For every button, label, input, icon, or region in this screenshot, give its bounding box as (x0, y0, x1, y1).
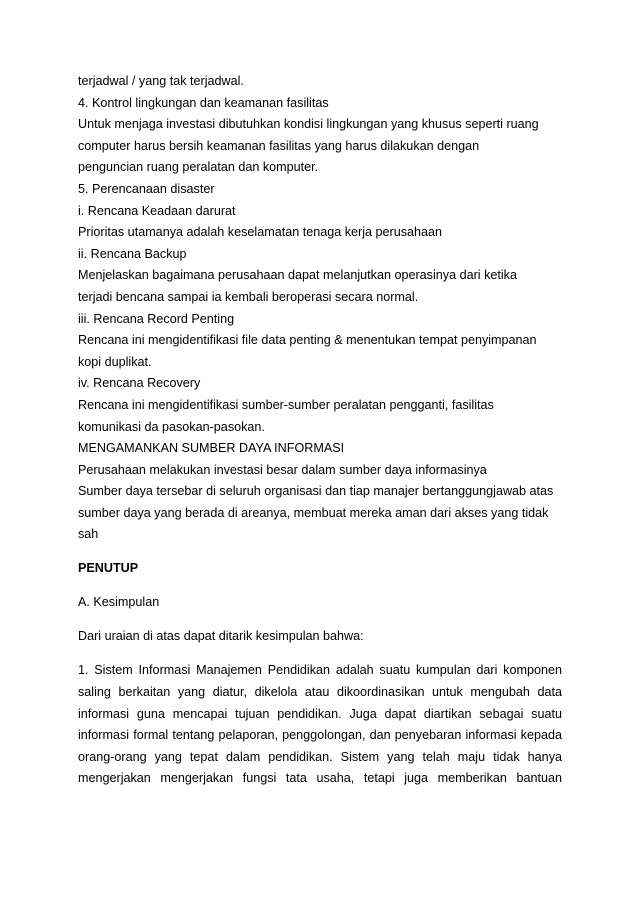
paragraph-gap (78, 546, 562, 558)
text-line: sumber daya yang berada di areanya, membuat mereka aman dari akses yang tidak (78, 505, 549, 520)
justified-line: 1. Sistem Informasi Manajemen Pendidikan adalah suatu kumpulan dari komponen (78, 663, 562, 678)
justified-line: mengerjakan mengerjakan fungsi tata usaha, tetapi juga memberikan bantuan (78, 771, 562, 786)
conclusion-paragraph (78, 660, 562, 790)
text-line: Prioritas utamanya adalah keselamatan tenaga kerja perusahaan (78, 225, 443, 240)
page-content (78, 71, 562, 790)
paragraph-gap (78, 648, 562, 660)
text-line: Rencana ini mengidentifikasi file data penting & menentukan tempat penyimpanan (78, 333, 537, 348)
text-line: i. Rencana Keadaan darurat (78, 203, 236, 218)
text-line: penguncian ruang peralatan dan komputer. (78, 160, 319, 175)
text-line: iv. Rencana Recovery (78, 376, 201, 391)
justified-line: orang-orang yang tepat dalam pendidikan. Sistem yang telah maju tidak hanya (78, 749, 562, 764)
text-line: computer harus bersih keamanan fasilitas yang harus dilakukan dengan (78, 138, 480, 153)
text-line: terjadi bencana sampai ia kembali beroperasi secara normal. (78, 289, 419, 304)
justified-line: informasi guna mencapai tujuan pendidikan. Juga dapat diartikan sebagai suatu (78, 706, 562, 721)
paragraph-gap (78, 614, 562, 626)
text-line: 4. Kontrol lingkungan dan keamanan fasilitas (78, 95, 329, 110)
text-line: Rencana ini mengidentifikasi sumber-sumber peralatan pengganti, fasilitas (78, 397, 494, 412)
text-line: MENGAMANKAN SUMBER DAYA INFORMASI (78, 441, 345, 456)
paragraph-gap (78, 580, 562, 592)
text-line: Menjelaskan bagaimana perusahaan dapat melanjutkan operasinya dari ketika (78, 268, 517, 283)
text-line: komunikasi da pasokan-pasokan. (78, 419, 265, 434)
text-line: 5. Perencanaan disaster (78, 181, 215, 196)
justified-line: saling berkaitan yang diatur, dikelola atau dikoordinasikan untuk mengubah data (78, 685, 562, 699)
text-line: Untuk menjaga investasi dibutuhkan kondisi lingkungan yang khusus seperti ruang (78, 117, 539, 132)
text-line: terjadwal / yang tak terjadwal. (78, 74, 244, 88)
text-line: kopi duplikat. (78, 354, 152, 369)
text-line: ii. Rencana Backup (78, 246, 187, 261)
subsection-heading: A. Kesimpulan (78, 595, 160, 610)
text-line: sah (78, 527, 99, 542)
section-heading: PENUTUP (78, 561, 139, 576)
justified-line: informasi formal tentang pelaporan, penggolongan, dan penyebaran informasi kepada (78, 728, 562, 743)
text-line: Perusahaan melakukan investasi besar dalam sumber daya informasinya (78, 462, 487, 477)
text-line: iii. Rencana Record Penting (78, 311, 235, 326)
text-line: Sumber daya tersebar di seluruh organisasi dan tiap manajer bertanggungjawab atas (78, 484, 554, 499)
intro-paragraph: Dari uraian di atas dapat ditarik kesimpulan bahwa: (78, 629, 364, 644)
